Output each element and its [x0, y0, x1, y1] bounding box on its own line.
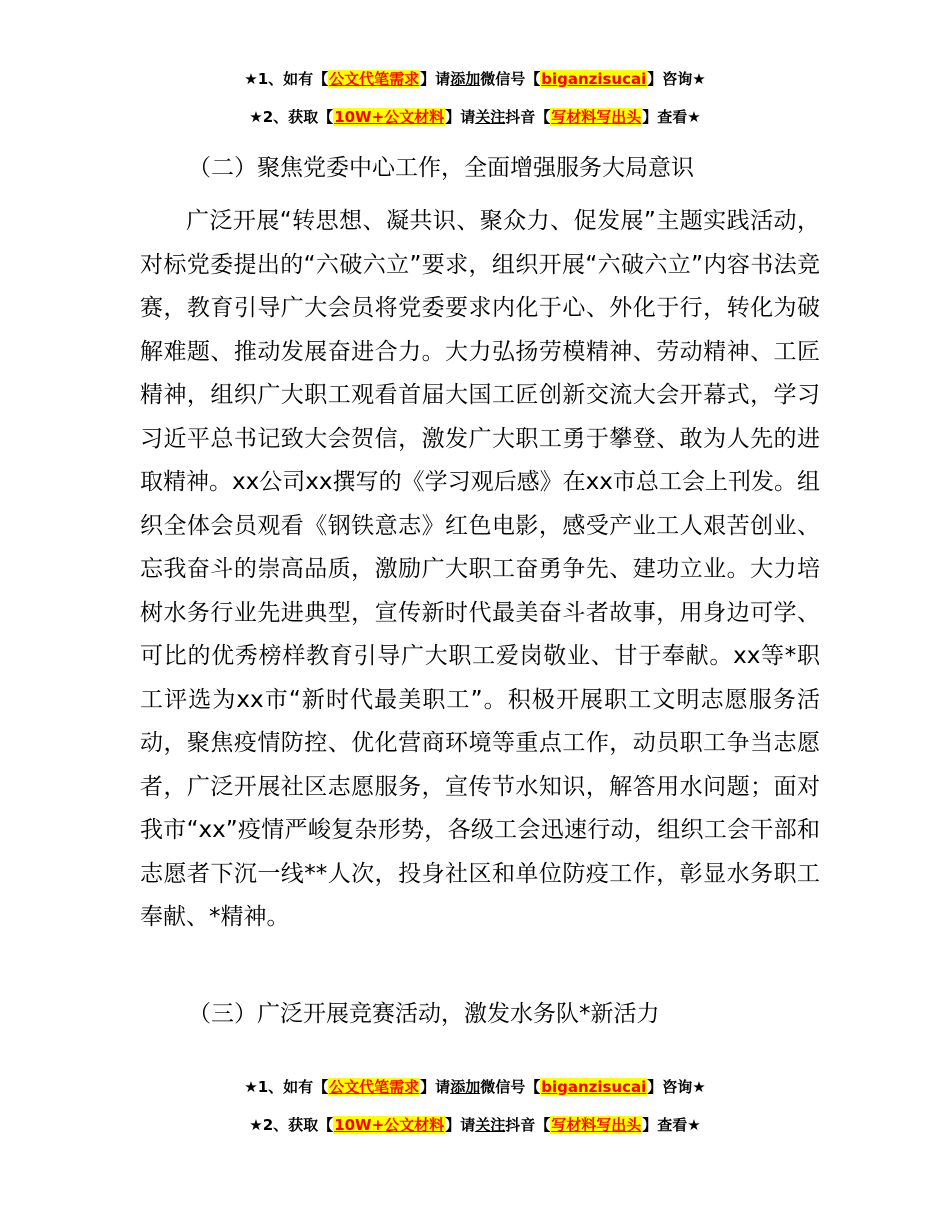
promo-suffix: 】咨询★	[647, 1078, 706, 1096]
top-promo-line-2	[0, 106, 950, 128]
promo-prefix: ★1、如有【	[244, 1078, 329, 1096]
promo-prefix: ★2、获取【	[249, 108, 334, 126]
promo-highlight-service: 公文代笔需求	[329, 70, 420, 88]
promo-suffix: 】查看★	[642, 108, 701, 126]
promo-suffix: 】咨询★	[647, 70, 706, 88]
section-heading-2: （二）聚焦党委中心工作，全面增强服务大局意识	[188, 155, 694, 181]
promo-prefix: ★1、如有【	[244, 70, 329, 88]
promo-text: 抖音【	[505, 1116, 551, 1134]
promo-underlined-text: 添加	[450, 1078, 481, 1096]
promo-text: 抖音【	[505, 108, 551, 126]
promo-text: 微信号【	[480, 70, 541, 88]
promo-text: 】请	[445, 108, 476, 126]
promo-prefix: ★2、获取【	[249, 1116, 334, 1134]
top-promo-line-1	[0, 68, 950, 90]
promo-underlined-text: 添加	[450, 70, 481, 88]
bottom-promo-line-2	[0, 1114, 950, 1136]
body-paragraph: 广泛开展“转思想、凝共识、聚众力、促发展”主题实践活动，对标党委提出的“六破六立”要求，组织开展“六破六立”内容书法竞赛，教育引导广大会员将党委要求内化于心、外化于行，转化为破解难题、推动发展奋进合力。大力弘扬劳模精神、劳动精神、工匠精神，组织广大职工观看首届大国工匠创新交流大会开幕式，学习习近平总书记致大会贺信，激发广大职工勇于攀登、敢为人先的进取精神。xx公司xx撰写的《学习观后感》在xx市总工会上刊发。组织全体会员观看《钢铁意志》红色电影，感受产业工人艰苦创业、忘我奋斗的崇高品质，激励广大职工奋勇争先、建功立业。大力培树水务行业先进典型，宣传新时代最美奋斗者故事，用身边可学、可比的优秀榜样教育引导广大职工爱岗敬业、甘于奉献。xx等*职工评选为xx市“新时代最美职工”。积极开展职工文明志愿服务活动，聚焦疫情防控、优化营商环境等重点工作，动员职工争当志愿者，广泛开展社区志愿服务，宣传节水知识，解答用水问题；面对我市“xx”疫情严峻复杂形势，各级工会迅速行动，组织工会干部和志愿者下沉一线**人次，投身社区和单位防疫工作，彰显水务职工奉献、*精神。	[140, 208, 820, 930]
promo-text: 】请	[420, 1078, 451, 1096]
promo-text: 微信号【	[480, 1078, 541, 1096]
promo-highlight-douyin: 写材料写出头	[551, 108, 642, 126]
promo-highlight-materials: 10W+公文材料	[334, 108, 445, 126]
section-heading-3: （三）广泛开展竞赛活动，激发水务队*新活力	[188, 1001, 660, 1027]
promo-highlight-wechat-id: biganzisucai	[541, 1078, 647, 1096]
promo-highlight-service: 公文代笔需求	[329, 1078, 420, 1096]
promo-underlined-text: 关注	[475, 1116, 506, 1134]
promo-suffix: 】查看★	[642, 1116, 701, 1134]
promo-text: 】请	[445, 1116, 476, 1134]
promo-highlight-materials: 10W+公文材料	[334, 1116, 445, 1134]
promo-highlight-wechat-id: biganzisucai	[541, 70, 647, 88]
promo-text: 】请	[420, 70, 451, 88]
promo-highlight-douyin: 写材料写出头	[551, 1116, 642, 1134]
bottom-promo-line-1	[0, 1076, 950, 1098]
promo-underlined-text: 关注	[475, 108, 506, 126]
